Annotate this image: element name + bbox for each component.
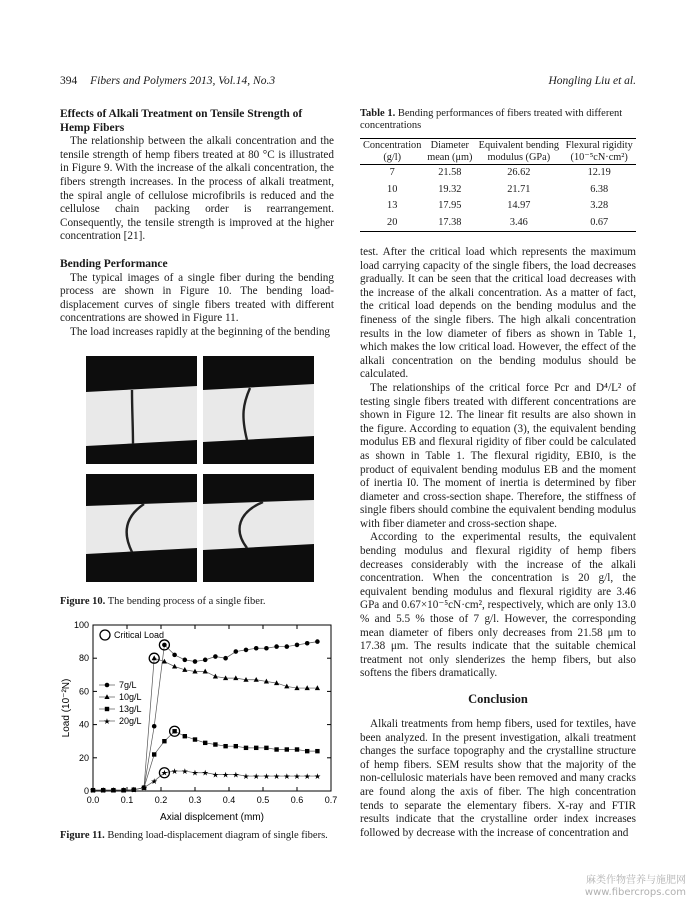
data-point-circle: [162, 643, 167, 648]
data-point-star: ★: [242, 772, 250, 782]
legend-critical-load-symbol: [100, 630, 110, 640]
data-point-square: [305, 749, 309, 753]
table-header-cell: Diameter mean (μm): [424, 139, 475, 165]
x-tick-label: 0.6: [290, 795, 304, 805]
data-point-circle: [274, 644, 279, 649]
data-point-triangle: [305, 685, 310, 690]
table-cell: 17.95: [438, 200, 462, 211]
data-point-triangle: [213, 674, 218, 679]
data-point-star: ★: [150, 777, 158, 787]
x-tick-label: 0.4: [222, 795, 236, 805]
y-tick-label: 60: [78, 686, 89, 697]
table-header-row: [360, 139, 636, 165]
data-point-square: [244, 746, 248, 750]
data-point-square: [254, 746, 258, 750]
figure-10-photo-grid: [86, 356, 338, 586]
y-tick-label: 40: [78, 719, 89, 730]
data-point-square: [162, 739, 166, 743]
legend-label: 10g/L: [119, 692, 142, 702]
watermark-line-1: 麻类作物营养与施肥网: [586, 875, 686, 886]
paragraph-bending-2: The load increases rapidly at the beginning of the bending: [70, 325, 331, 338]
data-point-star: ★: [273, 772, 281, 782]
data-point-square: [295, 747, 299, 751]
data-point-star: ★: [120, 786, 128, 796]
table-header-cell: Equivalent bending modulus (GPa): [475, 139, 562, 165]
photo-initial: [86, 356, 197, 464]
data-point-square: [223, 744, 227, 748]
data-point-star: ★: [160, 768, 168, 778]
data-point-circle: [152, 724, 157, 729]
table-cell: 20: [360, 215, 424, 232]
data-point-square: [152, 752, 156, 756]
x-tick-label: 0.5: [256, 795, 270, 805]
data-point-star: ★: [99, 786, 107, 796]
data-point-circle: [234, 649, 239, 654]
data-point-circle: [285, 644, 290, 649]
table-cell: 10: [387, 183, 398, 195]
x-tick-label: 0.7: [324, 795, 338, 805]
data-point-star: ★: [313, 772, 321, 782]
figure-11-label: Figure 11.: [60, 830, 105, 841]
table-cell: 21.58: [438, 167, 462, 178]
y-tick-label: 80: [78, 653, 89, 664]
left-column-text: [60, 108, 334, 340]
data-point-star: ★: [232, 770, 240, 780]
paragraph-conclusion: Alkali treatments from hemp fibers, used for textiles, have been analyzed. In the present investigation, alkali treatment changes the surface topography and the crystalline structure of hemp fibers. SEM results show that the majority of the non-cellulosic materials have been removed and many cracks are found along the axis of fiber. The high concentration tends to separate the elementary fibers. X-ray and FTIR results indicate that the crystalline order index increases followed by decrease with the increase of concentration and: [360, 718, 636, 839]
x-axis-label: Axial displcement (mm): [160, 812, 264, 823]
table-cell: 26.62: [507, 167, 531, 178]
data-point-circle: [203, 658, 208, 663]
data-point-triangle: [233, 675, 238, 680]
x-tick-label: 0.0: [86, 795, 100, 805]
figure-11-caption: [60, 830, 328, 842]
watermark-line-2: www.fibercrops.com: [584, 887, 686, 898]
data-point-star: ★: [181, 767, 189, 777]
data-point-star: ★: [191, 768, 199, 778]
paragraph-critical-load: test. After the critical load which represents the maximum load carrying capacity of the single fibers, the load decreases gradually. It can be seen that the critical load decreases with the increase of the alkali concentration. As a matter of fact, the critical load depends on the bending modulus and the fineness of the single fibers. The high alkali concentration results in the low diameter of fibers as shown in Table 1, which makes the low critical load. However, the effect of the alkali concentration on the bending modulus should be calculated.: [360, 246, 636, 381]
legend-label: 20g/L: [119, 716, 142, 726]
figure-11-chart-svg: [60, 616, 340, 826]
data-point-square: [203, 741, 207, 745]
conclusion-text: [360, 718, 636, 840]
conclusion-heading: Conclusion: [468, 692, 528, 706]
table-cell: 3.46: [475, 215, 562, 232]
data-point-circle: [193, 659, 198, 664]
paragraph-bending-1: The typical images of a single fiber during the bending process are shown in Figure 10. The bending load-displacement curves of single fibers treated with different concentrations are showed in Figure 11.: [60, 271, 334, 325]
data-point-square: [264, 746, 268, 750]
journal-citation: Fibers and Polymers 2013, Vol.14, No.3: [90, 75, 276, 87]
data-point-triangle: [315, 685, 320, 690]
right-column-text: [360, 246, 636, 681]
data-point-star: ★: [103, 717, 111, 726]
x-tick-label: 0.2: [154, 795, 168, 805]
data-point-square: [213, 742, 217, 746]
photo-large-bend: [203, 474, 314, 582]
data-point-star: ★: [283, 772, 291, 782]
paragraph-experimental-results: According to the experimental results, the equivalent bending modulus and flexural rigidity of hemp fibers decreases considerably with the increase of the alkali concentration. When the concentration is 20 g/l, the equivalent bending modulus and flexural rigidity are 3.46 GPa and 0.67×10⁻⁵cN·cm², respectively, which are only 13.0 % and 5.5 % those of 7 g/l. However, the corresponding mean diameter of fibers only decreases from 21.58 μm to 17.38 μm. The results indicate that the suitable chemical treatment not only slenderizes the hemp fibers, but also softens the fibers dramatically.: [360, 531, 636, 680]
data-point-circle: [305, 641, 310, 646]
data-point-star: ★: [89, 786, 97, 796]
table-cell: 17.38: [424, 215, 475, 232]
table-cell: 13: [387, 200, 398, 211]
data-point-triangle: [104, 694, 109, 699]
data-point-square: [193, 737, 197, 741]
data-point-square: [234, 744, 238, 748]
data-point-star: ★: [303, 772, 311, 782]
data-point-circle: [105, 683, 110, 688]
data-point-star: ★: [262, 772, 270, 782]
table-cell: 7: [389, 167, 395, 178]
figure-11-chart: [60, 616, 340, 826]
data-point-star: ★: [171, 767, 179, 777]
data-point-star: ★: [109, 786, 117, 796]
data-point-circle: [213, 654, 218, 659]
x-tick-label: 0.3: [188, 795, 202, 805]
series-line: [93, 731, 317, 790]
data-point-circle: [172, 653, 177, 658]
data-point-circle: [223, 656, 228, 661]
data-point-circle: [244, 648, 249, 653]
data-point-circle: [295, 643, 300, 648]
data-point-square: [105, 707, 109, 711]
running-header-left: [60, 75, 275, 87]
paragraph-critical-force: The relationships of the critical force Pcr and D⁴/L² of testing single fibers treated with different concentrations are shown in Figure 12. The linear fit results are also shown in the figure. According to equation (3), the equivalent bending modulus EB and flexural rigidity of fiber could be calculated as shown in Table 1. The flexural rigidity, EBI0, is the product of equivalent bending modulus EB and the moment of inertia I0. The moment of inertia is determined by fiber diameter and cross-section shape. Therefore, the stiffness of single fibers should combine the equivalent bending modulus with fiber diameter and cross-section shape.: [360, 381, 636, 530]
data-point-star: ★: [222, 770, 230, 780]
table-row: [360, 182, 636, 199]
table-1-block: [360, 108, 636, 232]
data-point-star: ★: [140, 783, 148, 793]
paragraph-tensile: The relationship between the alkali concentration and the tensile strength of hemp fibers treated at 80 °C is illustrated in Figure 9. With the increase of the alkali concentration, the fibers strength increases. In the process of alkali treatment, the spiral angle of cellulose microfibrils is reduced and the cellulose chain packing order is rearrangement. Consequently, the tensile strength is improved at the higher concentration [21].: [60, 135, 334, 243]
x-tick-label: 0.1: [120, 795, 134, 805]
data-point-circle: [254, 646, 259, 651]
table-1-caption: [360, 108, 636, 132]
data-point-star: ★: [201, 768, 209, 778]
table-row: [360, 165, 636, 182]
table-row: [360, 198, 636, 215]
table-cell: 19.32: [438, 183, 462, 195]
data-point-triangle: [203, 669, 208, 674]
table-row: [360, 215, 636, 232]
data-point-triangle: [254, 677, 259, 682]
y-axis-label: Load (10⁻²N): [61, 678, 72, 738]
legend-label: 7g/L: [119, 680, 137, 690]
table-1: [360, 138, 636, 232]
data-point-triangle: [172, 664, 177, 669]
legend-label: 13g/L: [119, 704, 142, 714]
site-watermark: [585, 875, 686, 899]
data-point-square: [172, 729, 176, 733]
y-tick-label: 20: [78, 752, 89, 763]
data-point-star: ★: [130, 785, 138, 795]
data-point-circle: [264, 646, 269, 651]
table-cell: 21.71: [507, 183, 531, 195]
section-heading-tensile: Effects of Alkali Treatment on Tensile Strength of Hemp Fibers: [60, 108, 303, 134]
table-cell: 6.38: [590, 183, 609, 195]
photo-slight-bend: [203, 356, 314, 464]
table-cell: 3.28: [590, 200, 609, 211]
running-header-author: Hongling Liu et al.: [548, 75, 636, 87]
series-13g-l: [91, 729, 320, 792]
data-point-triangle: [152, 655, 157, 660]
data-point-star: ★: [293, 772, 301, 782]
figure-10-caption: [60, 596, 266, 608]
photo-critical: [86, 474, 197, 582]
data-point-square: [285, 747, 289, 751]
figure-10-photos: [86, 356, 338, 586]
figure-10-caption-text: The bending process of a single fiber.: [105, 596, 266, 607]
table-cell: 0.67: [562, 215, 636, 232]
table-1-label: Table 1.: [360, 108, 396, 119]
data-point-square: [274, 747, 278, 751]
table-header-cell: Flexural rigidity (10⁻⁵cN·cm²): [562, 139, 636, 165]
page-number: 394: [60, 75, 78, 87]
section-heading-bending: Bending Performance: [60, 257, 168, 270]
data-point-star: ★: [211, 770, 219, 780]
y-tick-label: 0: [83, 786, 89, 796]
table-cell: 12.19: [587, 167, 611, 178]
data-point-star: ★: [252, 772, 260, 782]
table-1-caption-text: Bending performances of fibers treated with different concentrations: [360, 108, 623, 131]
legend-critical-load-label: Critical Load: [114, 630, 165, 640]
data-point-square: [315, 749, 319, 753]
figure-11-caption-text: Bending load-displacement diagram of single fibers.: [104, 830, 328, 841]
data-point-circle: [315, 639, 320, 644]
data-point-square: [183, 734, 187, 738]
data-point-circle: [183, 658, 188, 663]
table-cell: 14.97: [507, 200, 531, 211]
y-tick-label: 100: [73, 620, 89, 630]
figure-10-label: Figure 10.: [60, 596, 106, 607]
table-header-cell: Concentration (g/l): [360, 139, 424, 165]
